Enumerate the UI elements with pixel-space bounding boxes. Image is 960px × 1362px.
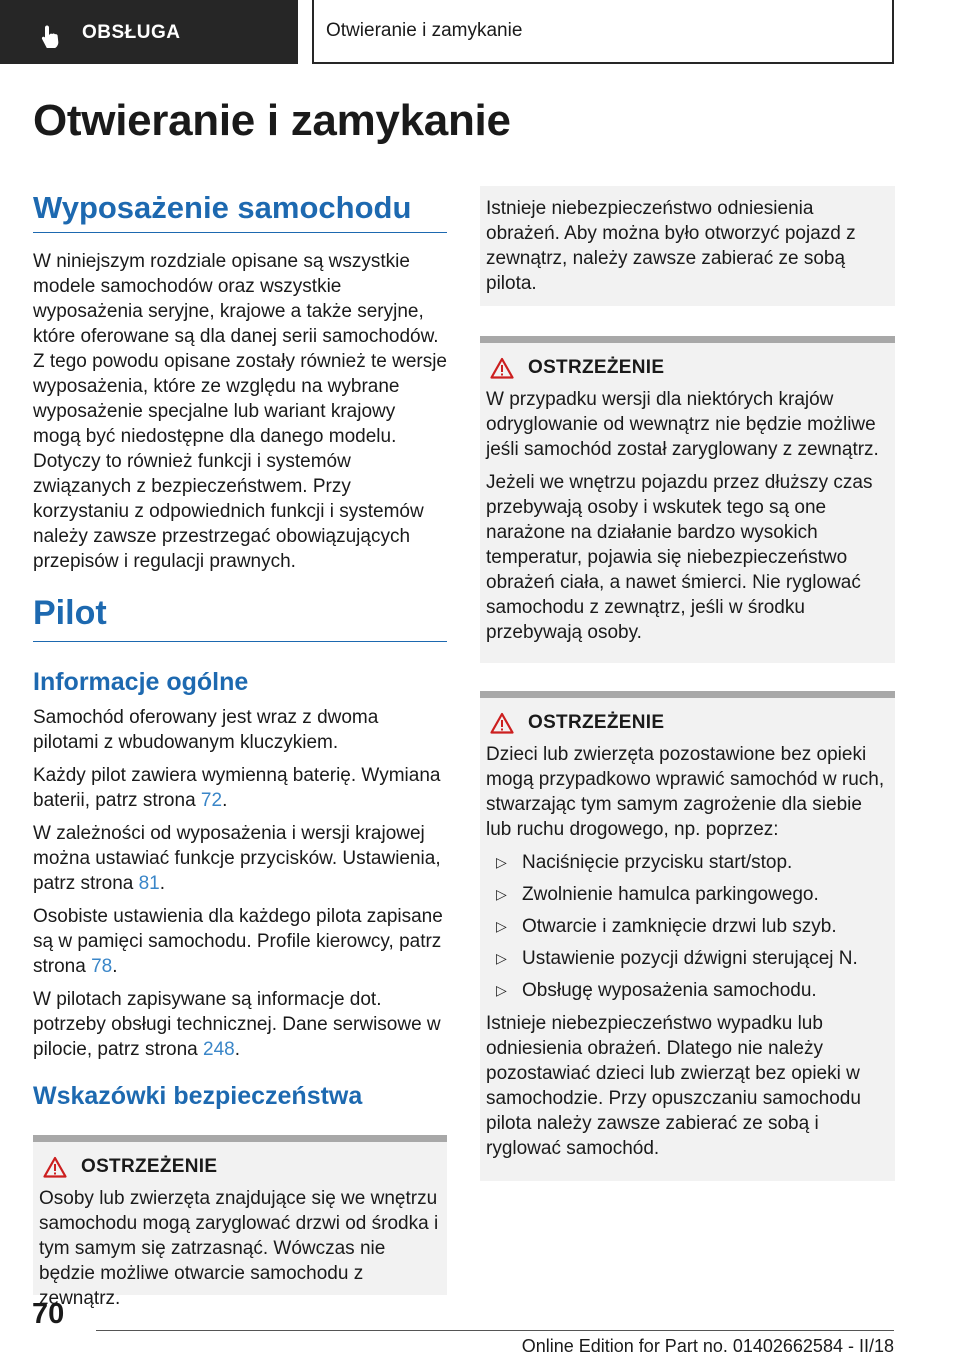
- section-label: OBSŁUGA: [82, 22, 181, 43]
- page-ref-link[interactable]: 72: [200, 790, 223, 811]
- bullet-triangle-icon: ▷: [496, 886, 507, 902]
- bullet-triangle-icon: ▷: [496, 918, 507, 934]
- paragraph-remotes: Samochód oferowany jest wraz z dwoma pilotami z wbudowanym kluczykiem.: [33, 707, 379, 753]
- list-item: ▷ Obsługę wyposażenia samochodu.: [486, 978, 889, 1003]
- paragraph-button-functions: W zależności od wyposażenia i wersji krajowej można ustawiać funkcje przycisków. Ustawienia, patrz strona 81.: [33, 823, 441, 894]
- paragraph-battery: Każdy pilot zawiera wymienną baterię. Wymiana baterii, patrz strona 72.: [33, 765, 441, 811]
- warning-continuation: [480, 186, 895, 306]
- edition-note: Online Edition for Part no. 01402662584 - II/18: [521, 1336, 894, 1356]
- warning-box: [33, 1135, 447, 1309]
- warning-text: Dzieci lub zwierzęta pozostawione bez opieki mogą przypadkowo wprawić samochód w ruch, stwarzając tym samym zagrożenie dla siebie lub ruchu drogowego, np. poprzez:: [486, 744, 885, 840]
- bullet-triangle-icon: ▷: [496, 982, 507, 998]
- left-column: [33, 190, 448, 1309]
- list-item: ▷ Zwolnienie hamulca parkingowego.: [486, 882, 889, 907]
- bullet-triangle-icon: ▷: [496, 854, 507, 870]
- page-ref-link[interactable]: 248: [203, 1039, 235, 1060]
- warning-triangle-icon: [43, 1156, 67, 1178]
- section-tab[interactable]: [0, 0, 298, 64]
- equipment-paragraph: W niniejszym rozdziale opisane są wszystkie modele samochodów oraz wszystkie wyposażenia seryjne, krajowe a także seryjne, które oferowane są dla danej serii samochodów. Z tego powodu opisane zostały również te wersje wyposażenia, które ze względu na wybrane wyposażenie specjalne lub wariant krajowy mogą być niedostępne dla danego modelu. Dotyczy to również funkcji i systemów związanych z bezpieczeństwem. Przy korzystaniu z odpowiednich funkcji i systemów należy zawsze przestrzegać obowiązujących przepisów i regulacji prawnych.: [33, 251, 448, 572]
- page-number: 70: [32, 1298, 65, 1330]
- paragraph-personal-settings: Osobiste ustawienia dla każdego pilota zapisane są w pamięci samochodu. Profile kierowcy, patrz strona 78.: [33, 906, 443, 977]
- heading-general-info: Informacje ogólne: [33, 668, 249, 696]
- heading-equipment: Wyposażenie samochodu: [33, 190, 447, 233]
- continuation-text: Istnieje niebezpieczeństwo odniesienia obrażeń. Aby można było otworzyć pojazd z zewnątrz, należy zawsze zabierać ze sobą pilota.: [486, 198, 856, 294]
- right-column: [480, 186, 895, 1181]
- paragraph-service-data: W pilotach zapisywane są informacje dot. potrzeby obsługi technicznej. Dane serwisowe w pilocie, patrz strona 248.: [33, 989, 441, 1060]
- heading-safety: Wskazówki bezpieczeństwa: [33, 1082, 363, 1110]
- footer-divider: [96, 1330, 894, 1331]
- hazard-list: [486, 850, 889, 1003]
- warning-text: Jeżeli we wnętrzu pojazdu przez dłuższy czas przebywają osoby i wskutek tego są one narażone na działanie bardzo wysokich temperatur, pojawia się niebezpieczeństwo obrażeń ciała, a nawet śmierci. Nie ryglować samochodu z zewnątrz, jeśli w środku przebywają osoby.: [486, 472, 873, 643]
- warning-text: Osoby lub zwierzęta znajdujące się we wnętrzu samochodu mogą zaryglować drzwi od środka i tym samym się zatrzasnąć. Wówczas nie będzie możliwe otwarcie samochodu z zewnątrz.: [39, 1188, 439, 1309]
- list-item: ▷ Otwarcie i zamknięcie drzwi lub szyb.: [486, 914, 889, 939]
- list-item: ▷ Naciśnięcie przycisku start/stop.: [486, 850, 889, 875]
- warning-box: [480, 691, 895, 1181]
- list-item: ▷ Ustawienie pozycji dźwigni sterującej N.: [486, 946, 889, 971]
- page-ref-link[interactable]: 78: [91, 956, 113, 977]
- page-ref-link[interactable]: 81: [138, 873, 160, 894]
- warning-triangle-icon: [490, 357, 514, 379]
- warning-triangle-icon: [490, 712, 514, 734]
- warning-label: OSTRZEŻENIE: [81, 1156, 218, 1177]
- heading-pilot: Pilot: [33, 594, 447, 642]
- breadcrumb-label: Otwieranie i zamykanie: [326, 20, 523, 41]
- hand-pointer-icon: [40, 24, 62, 50]
- warning-text: Istnieje niebezpieczeństwo wypadku lub odniesienia obrażeń. Dlatego nie należy pozostawiać dzieci lub zwierząt bez opieki w samochodzie. Przy opuszczaniu samochodu pilota należy zawsze zabierać ze sobą i ryglować samochód.: [486, 1013, 861, 1159]
- breadcrumb: [312, 0, 894, 64]
- warning-box: [480, 336, 895, 663]
- warning-label: OSTRZEŻENIE: [528, 357, 665, 378]
- page-title: Otwieranie i zamykanie: [33, 96, 511, 145]
- warning-label: OSTRZEŻENIE: [528, 712, 665, 733]
- bullet-triangle-icon: ▷: [496, 950, 507, 966]
- warning-text: W przypadku wersji dla niektórych krajów odryglowanie od wewnątrz nie będzie możliwe jeśli samochód został zaryglowany z zewnątrz.: [486, 389, 879, 460]
